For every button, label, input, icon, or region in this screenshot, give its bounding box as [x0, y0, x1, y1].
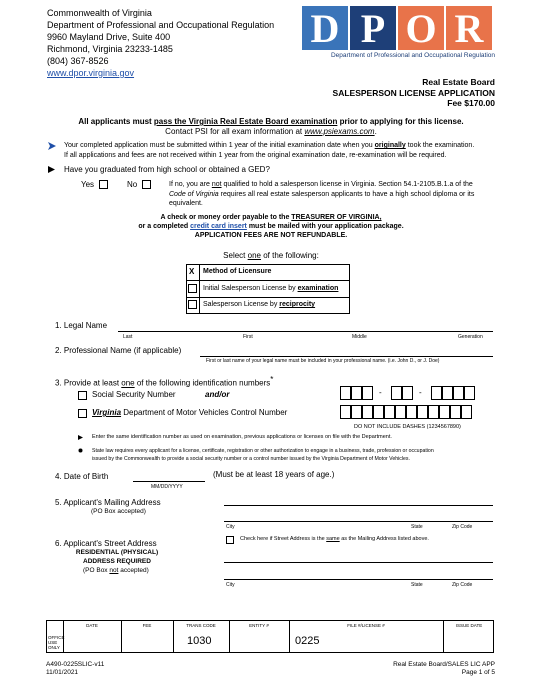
andor-label: and/or: [205, 390, 230, 399]
payment-text: A check or money order payable to the: [160, 214, 292, 221]
dmv-digit[interactable]: [417, 405, 428, 419]
psi-link[interactable]: www.psiexams.com: [304, 127, 375, 136]
street-zip-caption: Zip Code: [452, 582, 473, 588]
legal-name-field[interactable]: [118, 331, 493, 332]
trans-code-value: 1030: [187, 635, 212, 647]
mailing-address-label: 5. Applicant's Mailing Address: [55, 498, 161, 507]
payment-text-2: or a completed: [138, 223, 191, 230]
residential-line: RESIDENTIAL (PHYSICAL): [75, 549, 159, 556]
dpor-logo: [302, 6, 495, 59]
professional-name-field[interactable]: [200, 356, 493, 357]
exam-requirement: [0, 117, 542, 127]
po-box-note: [83, 567, 149, 574]
ssn-digit[interactable]: [431, 386, 442, 400]
dmv-label: [92, 408, 287, 417]
form-date: 11/01/2021: [46, 669, 79, 676]
logo-letter-d: D: [302, 6, 348, 50]
dmv-digit[interactable]: [384, 405, 395, 419]
dmv-checkbox[interactable]: [78, 409, 87, 418]
select-emph: one: [247, 251, 261, 260]
footer-left: [46, 661, 104, 677]
exam-text-post: prior to applying for this license.: [337, 117, 464, 126]
same-text-end: as the Mailing Address listed above.: [339, 536, 429, 542]
licensure-instruction: [0, 251, 542, 260]
only-word: ONLY: [48, 645, 60, 650]
agency-name: Commonwealth of Virginia: [47, 8, 152, 18]
id-bullet-2-line2: issued by the Commonwealth to provide a social security number or a control number issued by the Virginia Department of Motor Vehicles.: [92, 456, 410, 462]
form-title: SALESPERSON LICENSE APPLICATION: [332, 87, 495, 98]
street-city-field[interactable]: [224, 579, 493, 580]
exam-text-pre: All applicants must: [78, 117, 154, 126]
middle-name-caption: Middle: [352, 334, 367, 340]
dob-label: 4. Date of Birth: [55, 472, 109, 481]
website-link[interactable]: www.dpor.virginia.gov: [47, 68, 135, 78]
exam-opt-text: Initial Salesperson License by: [203, 285, 298, 292]
dmv-digit[interactable]: [461, 405, 472, 419]
ssn-dash: -: [379, 388, 382, 397]
dmv-emph: Virginia: [92, 408, 122, 417]
street-address-label: 6. Applicant's Street Address: [55, 539, 157, 548]
submission-line1: [64, 141, 474, 151]
ssn-digit[interactable]: [442, 386, 453, 400]
licensure-table: [186, 264, 350, 314]
x-mark: X: [189, 267, 195, 276]
reciprocity-checkbox[interactable]: [188, 300, 197, 309]
first-name-caption: First: [243, 334, 253, 340]
credit-card-insert-link[interactable]: credit card insert: [190, 223, 247, 230]
issue-date-column-header: ISSUE DATE: [455, 623, 483, 628]
mailing-city-field[interactable]: [224, 521, 493, 522]
submission-line2: If all applications and fees are not received within 1 year from the original examination date, re-examination will be required.: [64, 151, 447, 159]
ged-note-line2: [169, 190, 474, 200]
last-name-caption: Last: [123, 334, 133, 340]
fee-column-header: FEE: [142, 623, 152, 628]
mailing-note: (PO Box accepted): [91, 508, 146, 515]
dmv-digit[interactable]: [428, 405, 439, 419]
dob-note: (Must be at least 18 years of age.): [213, 470, 335, 479]
footer-form-name: Real Estate Board/SALES LIC APP: [393, 661, 495, 668]
mailing-state-caption: State: [411, 524, 423, 530]
entity-value: 0225: [295, 635, 320, 647]
submission-text-end: took the examination.: [405, 142, 475, 149]
application-fee: Fee $170.00: [447, 98, 495, 108]
examination-option: [203, 285, 338, 292]
agency-address-block: [47, 7, 274, 79]
logo-letter-r: R: [446, 6, 492, 50]
id-numbers-label: [55, 375, 273, 388]
logo-caption: Department of Professional and Occupational Regulation: [330, 52, 495, 59]
id-text-end: of the following identification numbers: [134, 378, 271, 388]
ged-note-pre: If no, you are: [169, 181, 212, 188]
mailing-street-field[interactable]: [224, 505, 493, 506]
payment-text-2-end: must be mailed with your application package.: [246, 223, 404, 230]
trans-code-column-header: TRANS CODE: [186, 623, 216, 628]
dmv-digit[interactable]: [395, 405, 406, 419]
professional-name-label: 2. Professional Name (if applicable): [55, 346, 182, 355]
office-use-label: [48, 635, 65, 650]
ssn-digit[interactable]: [351, 386, 362, 400]
reciprocity-option: [203, 301, 315, 308]
ged-yes-label: Yes: [81, 180, 95, 189]
exam-text-emph: pass the Virginia Real Estate Board examination: [153, 117, 338, 126]
phone-number: (804) 367-8526: [47, 56, 109, 66]
form-title-block: [333, 77, 495, 109]
submission-emph: originally: [374, 142, 406, 149]
triangle-bullet-icon: [48, 166, 55, 173]
licensure-header: Method of Licensure: [203, 268, 272, 275]
street-field[interactable]: [224, 562, 493, 563]
logo-letter-o: O: [398, 6, 444, 50]
dmv-digit[interactable]: [351, 405, 362, 419]
po-emph: not: [109, 567, 119, 574]
board-name: Real Estate Board: [422, 77, 495, 87]
legal-name-label: 1. Legal Name: [55, 321, 108, 330]
street-city-caption: City: [226, 582, 235, 588]
ged-note-post: qualified to hold a salesperson license in Virginia. Section 54.1-2105.B.1.a of the: [221, 181, 473, 188]
select-text-end: of the following:: [261, 251, 319, 260]
exam-contact: [0, 127, 542, 137]
generation-caption: Generation: [458, 334, 483, 340]
ged-yes-checkbox[interactable]: [99, 180, 108, 189]
arrow-bullet-icon: [48, 142, 56, 150]
recip-opt-emph: reciprocity: [279, 301, 316, 308]
id-emph: one: [121, 378, 135, 388]
street-state-caption: State: [411, 582, 423, 588]
bullet-icon: [78, 448, 83, 453]
submission-text: Your completed application must be submitted within 1 year of the initial examination date when you: [64, 142, 375, 149]
logo-letter-p: P: [350, 6, 396, 50]
payment-line1: [0, 213, 542, 222]
ged-note-emph: not: [211, 181, 222, 188]
payment-line2: [0, 222, 542, 231]
dmv-digit[interactable]: [406, 405, 417, 419]
footer-right: [393, 661, 495, 677]
exam-opt-emph: examination: [297, 285, 339, 292]
dmv-text: Department of Motor Vehicles Control Number: [121, 408, 288, 417]
no-dashes-note: DO NOT INCLUDE DASHES (1234567890): [354, 424, 461, 430]
dmv-digit[interactable]: [362, 405, 373, 419]
id-text: 3. Provide at least: [55, 378, 122, 388]
ssn-digit[interactable]: [362, 386, 373, 400]
contact-text: Contact PSI for all exam information at: [165, 127, 305, 136]
id-asterisk: *: [270, 375, 274, 384]
code-of-virginia: Code of Virginia: [169, 190, 219, 198]
page-number: Page 1 of 5: [461, 669, 495, 676]
street-address: 9960 Mayland Drive, Suite 400: [47, 32, 171, 42]
date-column-header: DATE: [86, 623, 98, 628]
id-bullet-2-line1: State law requires every applicant for a license, certificate, registration or other authorization to engage in a business, trade, profession or occupation: [92, 448, 434, 454]
ged-no-label: No: [127, 180, 138, 189]
mailing-city-caption: City: [226, 524, 235, 530]
po-text-end: accepted): [118, 567, 149, 574]
ged-note2-post: requires all real estate salesperson applicants to have a high school diploma or its: [218, 190, 475, 198]
ged-note-line1: [169, 180, 474, 190]
ssn-checkbox[interactable]: [78, 391, 87, 400]
same-emph: same: [326, 536, 340, 542]
dmv-digit[interactable]: [439, 405, 450, 419]
ssn-digit[interactable]: [340, 386, 351, 400]
id-bullet-2: [92, 447, 434, 463]
po-text: (PO Box: [83, 567, 110, 574]
ssn-digit[interactable]: [402, 386, 413, 400]
ssn-digit[interactable]: [391, 386, 402, 400]
payment-notice: [0, 213, 542, 240]
dob-field[interactable]: [133, 481, 205, 482]
entity-column-header: ENTITY #: [249, 623, 269, 628]
same-address-checkbox[interactable]: [226, 536, 234, 544]
office-use-table: [46, 620, 494, 653]
same-address-label: [240, 536, 429, 542]
dmv-digit[interactable]: [373, 405, 384, 419]
ged-note: [169, 180, 474, 209]
dmv-digit[interactable]: [450, 405, 461, 419]
address-required-line: ADDRESS REQUIRED: [83, 557, 151, 565]
mailing-zip-caption: Zip Code: [452, 524, 473, 530]
dmv-digit[interactable]: [340, 405, 351, 419]
license-column-header: FILE #/LICENSE #: [347, 623, 385, 628]
use-word: USE: [48, 640, 58, 645]
form-number: A490-0225SLIC-v11: [46, 661, 105, 668]
city-address: Richmond, Virginia 23233-1485: [47, 44, 173, 54]
dob-format: MM/DD/YYYY: [151, 484, 183, 490]
small-arrow-icon: [78, 435, 83, 440]
department-name: Department of Professional and Occupational Regulation: [47, 20, 275, 30]
ged-question: Have you graduated from high school or obtained a GED?: [64, 165, 270, 174]
select-text: Select: [223, 251, 248, 260]
id-bullet-1: Enter the same identification number as used on examination, previous applications or licenses on file with the Department.: [92, 434, 392, 440]
exam-notice: [0, 117, 542, 137]
ssn-label: Social Security Number: [92, 390, 176, 399]
ged-note-line3: equivalent.: [169, 200, 203, 207]
office-word: OFFICE: [48, 635, 65, 640]
professional-name-note: First or last name of your legal name must be included in your professional name. (i.e. John D., or J. Doe): [206, 358, 440, 364]
same-text: Check here if Street Address is the: [240, 536, 327, 542]
examination-checkbox[interactable]: [188, 284, 197, 293]
residential-note: [73, 549, 161, 566]
ssn-digit[interactable]: [464, 386, 475, 400]
contact-period: .: [374, 127, 377, 136]
payment-line3: APPLICATION FEES ARE NOT REFUNDABLE.: [194, 232, 348, 239]
treasurer-text: TREASURER OF VIRGINIA,: [291, 214, 382, 221]
submission-notice: [64, 141, 474, 160]
ssn-digit[interactable]: [453, 386, 464, 400]
ssn-dash: -: [419, 388, 422, 397]
recip-opt-text: Salesperson License by: [203, 301, 280, 308]
ged-no-checkbox[interactable]: [142, 180, 151, 189]
